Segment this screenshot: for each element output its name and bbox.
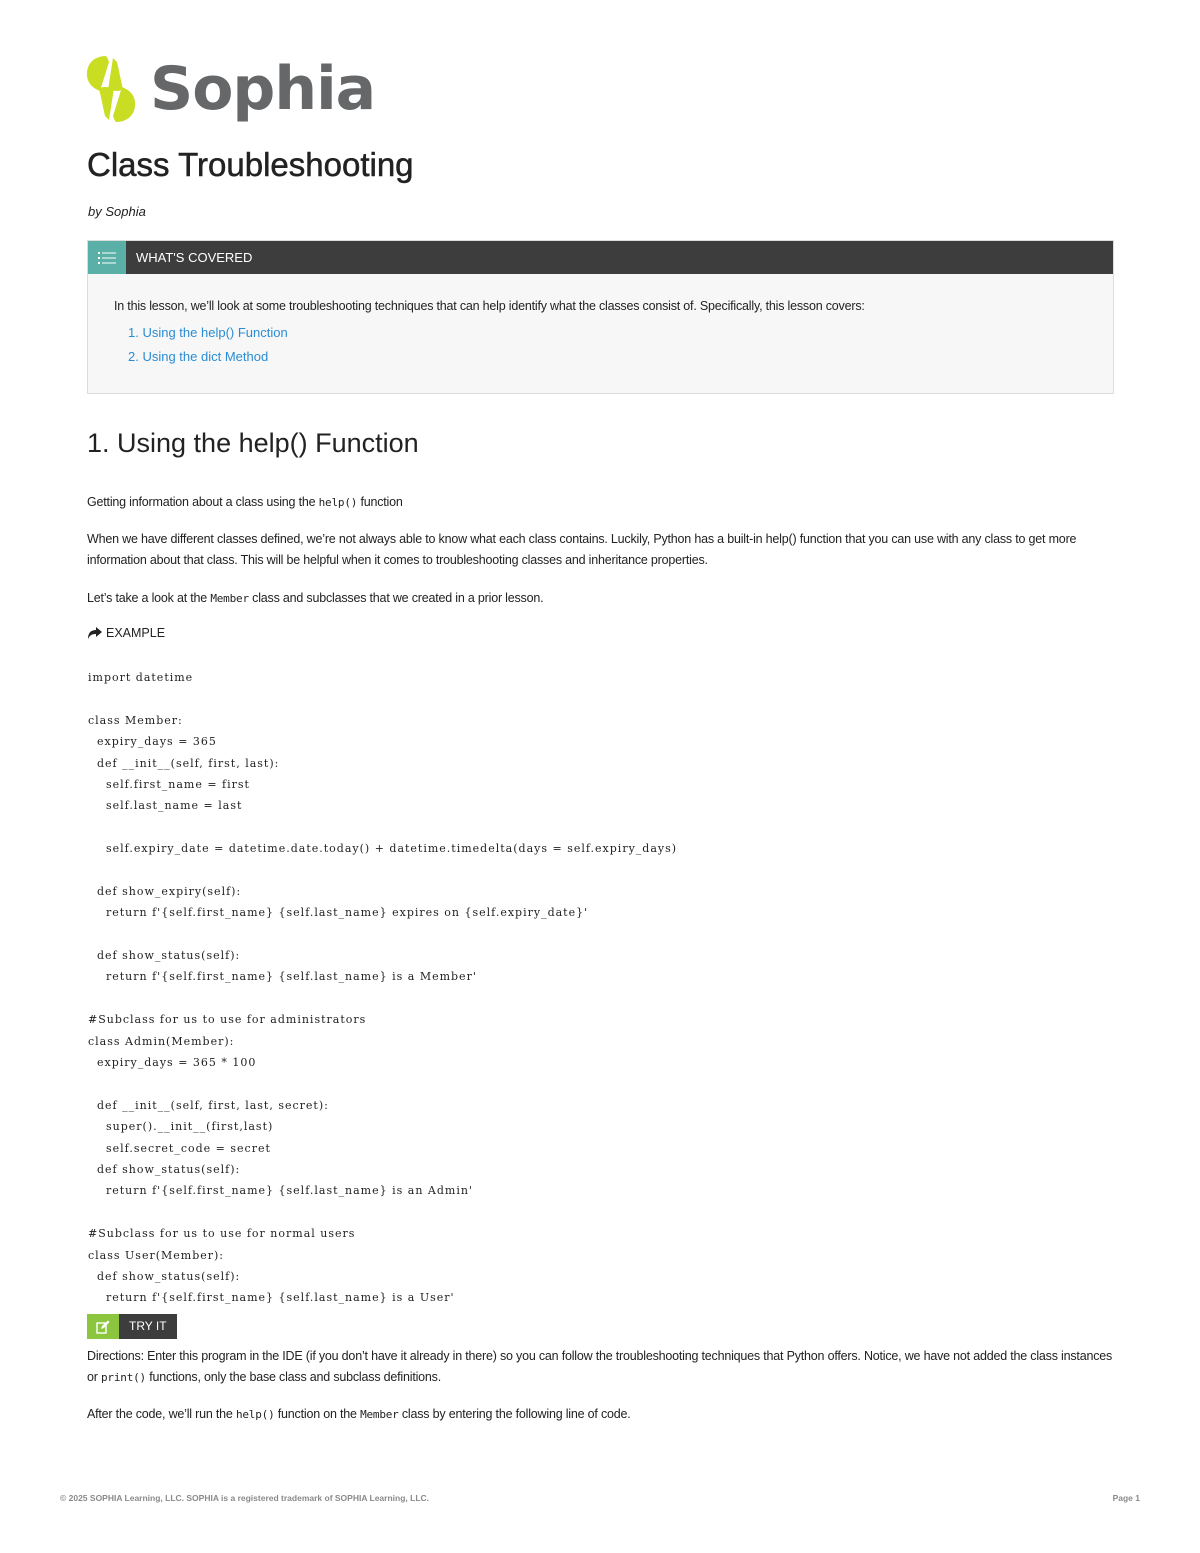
code-line: return f'{self.first_name} {self.last_name} is a User' — [88, 1291, 455, 1305]
section-heading: 1. Using the help() Function — [87, 428, 419, 458]
code-line: expiry_days = 365 — [88, 735, 217, 749]
code-line: def show_status(self): — [88, 949, 241, 963]
paragraph-directions — [87, 1346, 1117, 1388]
sophia-logo-icon — [86, 54, 136, 124]
brand-name: Sophia — [150, 54, 376, 124]
code-line: self.secret_code = secret — [88, 1141, 271, 1155]
code-line: def show_status(self): — [88, 1269, 241, 1283]
paragraph-intro: When we have different classes defined, we’re not always able to know what each class contains. Luckily, Python has a built-in help() function that you can use with any class to get more information about that class. This will be helpful when it comes to troubleshooting classes and inheritance properties. — [87, 532, 1077, 567]
inline-code: print() — [101, 1371, 146, 1384]
code-line: return f'{self.first_name} {self.last_name} is an Admin' — [88, 1184, 473, 1198]
whats-covered-intro: In this lesson, we’ll look at some troubleshooting techniques that can help identify what the classes consist of. Specifically, this lesson covers: — [114, 299, 865, 313]
paragraph-member-intro — [87, 588, 1117, 609]
inline-code: Member — [210, 592, 249, 605]
code-line — [88, 688, 677, 709]
example-label — [87, 626, 165, 640]
code-line: def __init__(self, first, last, secret): — [88, 1098, 329, 1112]
inline-code: help() — [318, 496, 358, 509]
whats-covered-header — [88, 241, 1113, 274]
code-line — [88, 817, 677, 838]
share-arrow-icon — [87, 626, 103, 640]
sophia-logo — [86, 54, 375, 124]
code-line — [88, 988, 677, 1009]
code-line: import datetime — [88, 671, 194, 684]
code-line: def show_expiry(self): — [88, 884, 242, 898]
paragraph-subheading — [87, 492, 1117, 513]
code-line: return f'{self.first_name} {self.last_name} is a Member' — [88, 970, 477, 984]
edit-icon — [87, 1314, 119, 1339]
code-line: #Subclass for us to use for normal users — [88, 1227, 356, 1241]
covered-link-help-function[interactable]: 1. Using the help() Function — [128, 325, 288, 340]
whats-covered-list — [128, 325, 288, 373]
code-line: def show_status(self): — [88, 1162, 241, 1176]
footer-page-number: Page 1 — [1112, 1493, 1140, 1503]
example-label-text: EXAMPLE — [106, 626, 166, 640]
code-block — [88, 667, 677, 1309]
paragraph-text: function — [357, 495, 403, 509]
paragraph-text: Let’s take a look at the — [87, 591, 211, 605]
code-line — [88, 1073, 677, 1094]
code-line: expiry_days = 365 * 100 — [88, 1056, 257, 1070]
paragraph-text: class by entering the following line of code. — [398, 1407, 631, 1421]
paragraph-text: Getting information about a class using the — [87, 495, 319, 509]
page-title: Class Troubleshooting — [87, 146, 414, 183]
try-it-text: TRY IT — [119, 1314, 177, 1339]
paragraph-text: After the code, we’ll run the — [87, 1407, 236, 1421]
byline: by Sophia — [88, 204, 146, 219]
code-line — [88, 1202, 677, 1223]
inline-code: Member — [360, 1408, 399, 1421]
code-line: self.last_name = last — [88, 799, 243, 813]
code-line: self.expiry_date = datetime.date.today() + datetime.timedelta(days = self.expiry_days) — [88, 842, 678, 856]
paragraph-text: class and subclasses that we created in a prior lesson. — [248, 591, 544, 605]
code-line: self.first_name = first — [88, 777, 250, 791]
code-line — [88, 924, 677, 945]
paragraph-text: function on the — [274, 1407, 361, 1421]
code-line: class Member: — [88, 713, 183, 727]
list-icon — [88, 241, 126, 274]
code-line: super().__init__(first,last) — [88, 1120, 274, 1134]
paragraph-text: Directions: Enter this program in the IDE (if you don’t have it already in there) so you can follow the troubleshooting techniques that Python offers. Notice, we have not added the class instances or — [87, 1349, 1113, 1384]
code-line: class Admin(Member): — [88, 1034, 235, 1048]
inline-code: help() — [235, 1408, 275, 1421]
code-line: #Subclass for us to use for administrators — [88, 1013, 367, 1027]
code-line: return f'{self.first_name} {self.last_name} expires on {self.expiry_date}' — [88, 906, 589, 920]
code-line — [88, 860, 677, 881]
code-line: class User(Member): — [88, 1248, 225, 1262]
code-line: def __init__(self, first, last): — [88, 756, 280, 770]
whats-covered-box — [87, 240, 1114, 394]
whats-covered-title: WHAT'S COVERED — [136, 250, 253, 265]
covered-link-dict-method[interactable]: 2. Using the dict Method — [128, 349, 269, 364]
footer-copyright: © 2025 SOPHIA Learning, LLC. SOPHIA is a registered trademark of SOPHIA Learning, LLC. — [60, 1493, 430, 1503]
paragraph-after-code — [87, 1404, 1117, 1425]
paragraph-text: functions, only the base class and subclass definitions. — [145, 1370, 441, 1384]
try-it-label — [87, 1314, 177, 1339]
